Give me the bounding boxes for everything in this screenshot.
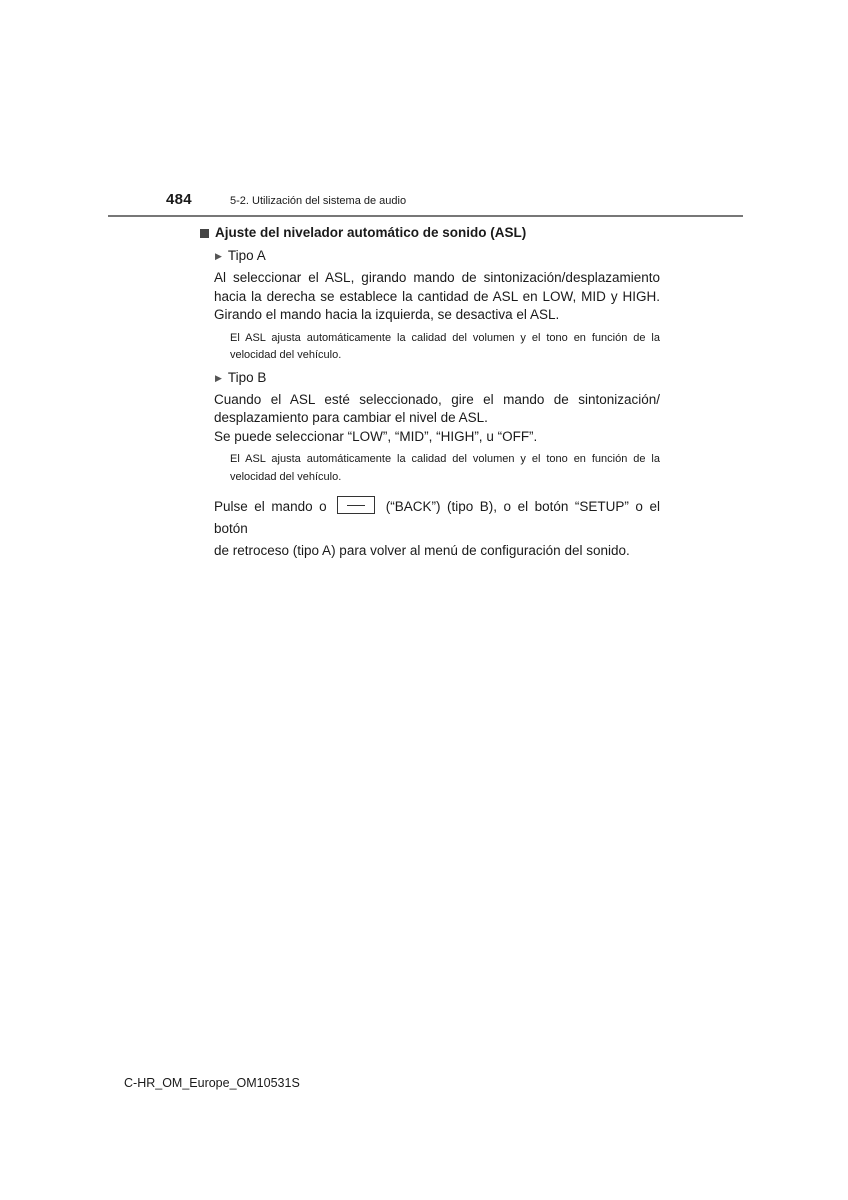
header-rule [108,215,743,217]
type-b-label [215,369,660,387]
final-line-2: de retroceso (tipo A) para volver al menú de configuración del sonido. [214,543,630,558]
main-content [200,224,660,562]
section-title: 5-2. Utilización del sistema de audio [230,195,407,207]
type-b-note [230,451,660,486]
type-a-line: Girando el mando hacia la izquierda, se desactiva el ASL. [214,307,560,322]
type-a-paragraph [214,269,660,325]
back-button-icon [337,496,375,514]
type-a-line: Al seleccionar el ASL, girando mando de sintonización/desplazamiento [214,270,660,285]
note-line: velocidad del vehículo. [230,349,342,361]
type-a-note [230,330,660,365]
note-line: El ASL ajusta automáticamente la calidad del volumen y el tono en función de la [230,453,660,465]
final-paragraph [214,496,660,562]
page-number: 484 [166,191,192,208]
final-line-1 [214,496,660,540]
type-a-label [215,247,660,265]
heading-text: Ajuste del nivelador automático de sonido (ASL) [215,225,527,240]
final-before-button: Pulse el mando o [214,499,327,514]
final-after-button: (“BACK”) (tipo B), o el botón “SETUP” o el botón [214,499,660,536]
type-b-text: Tipo B [227,369,267,385]
triangle-bullet-icon: ▶ [215,251,222,261]
type-b-line: Cuando el ASL esté seleccionado, gire el mando de sintonización/ [214,391,660,407]
type-b-line: Se puede seleccionar “LOW”, “MID”, “HIGH”, u “OFF”. [214,428,538,444]
note-line: velocidad del vehículo. [230,470,342,483]
type-b-paragraph [214,391,660,447]
note-line: El ASL ajusta automáticamente la calidad del volumen y el tono en función de la [230,331,660,344]
type-a-text: Tipo A [227,248,266,263]
footer-document-code: C-HR_OM_Europe_OM10531S [124,1076,300,1090]
section-heading [200,224,660,242]
type-b-line: desplazamiento para cambiar el nivel de ASL. [214,410,488,425]
triangle-bullet-icon: ▶ [215,372,222,383]
square-bullet-icon [200,229,209,238]
type-a-line: hacia la derecha se establece la cantidad de ASL en LOW, MID y HIGH. [214,288,660,304]
